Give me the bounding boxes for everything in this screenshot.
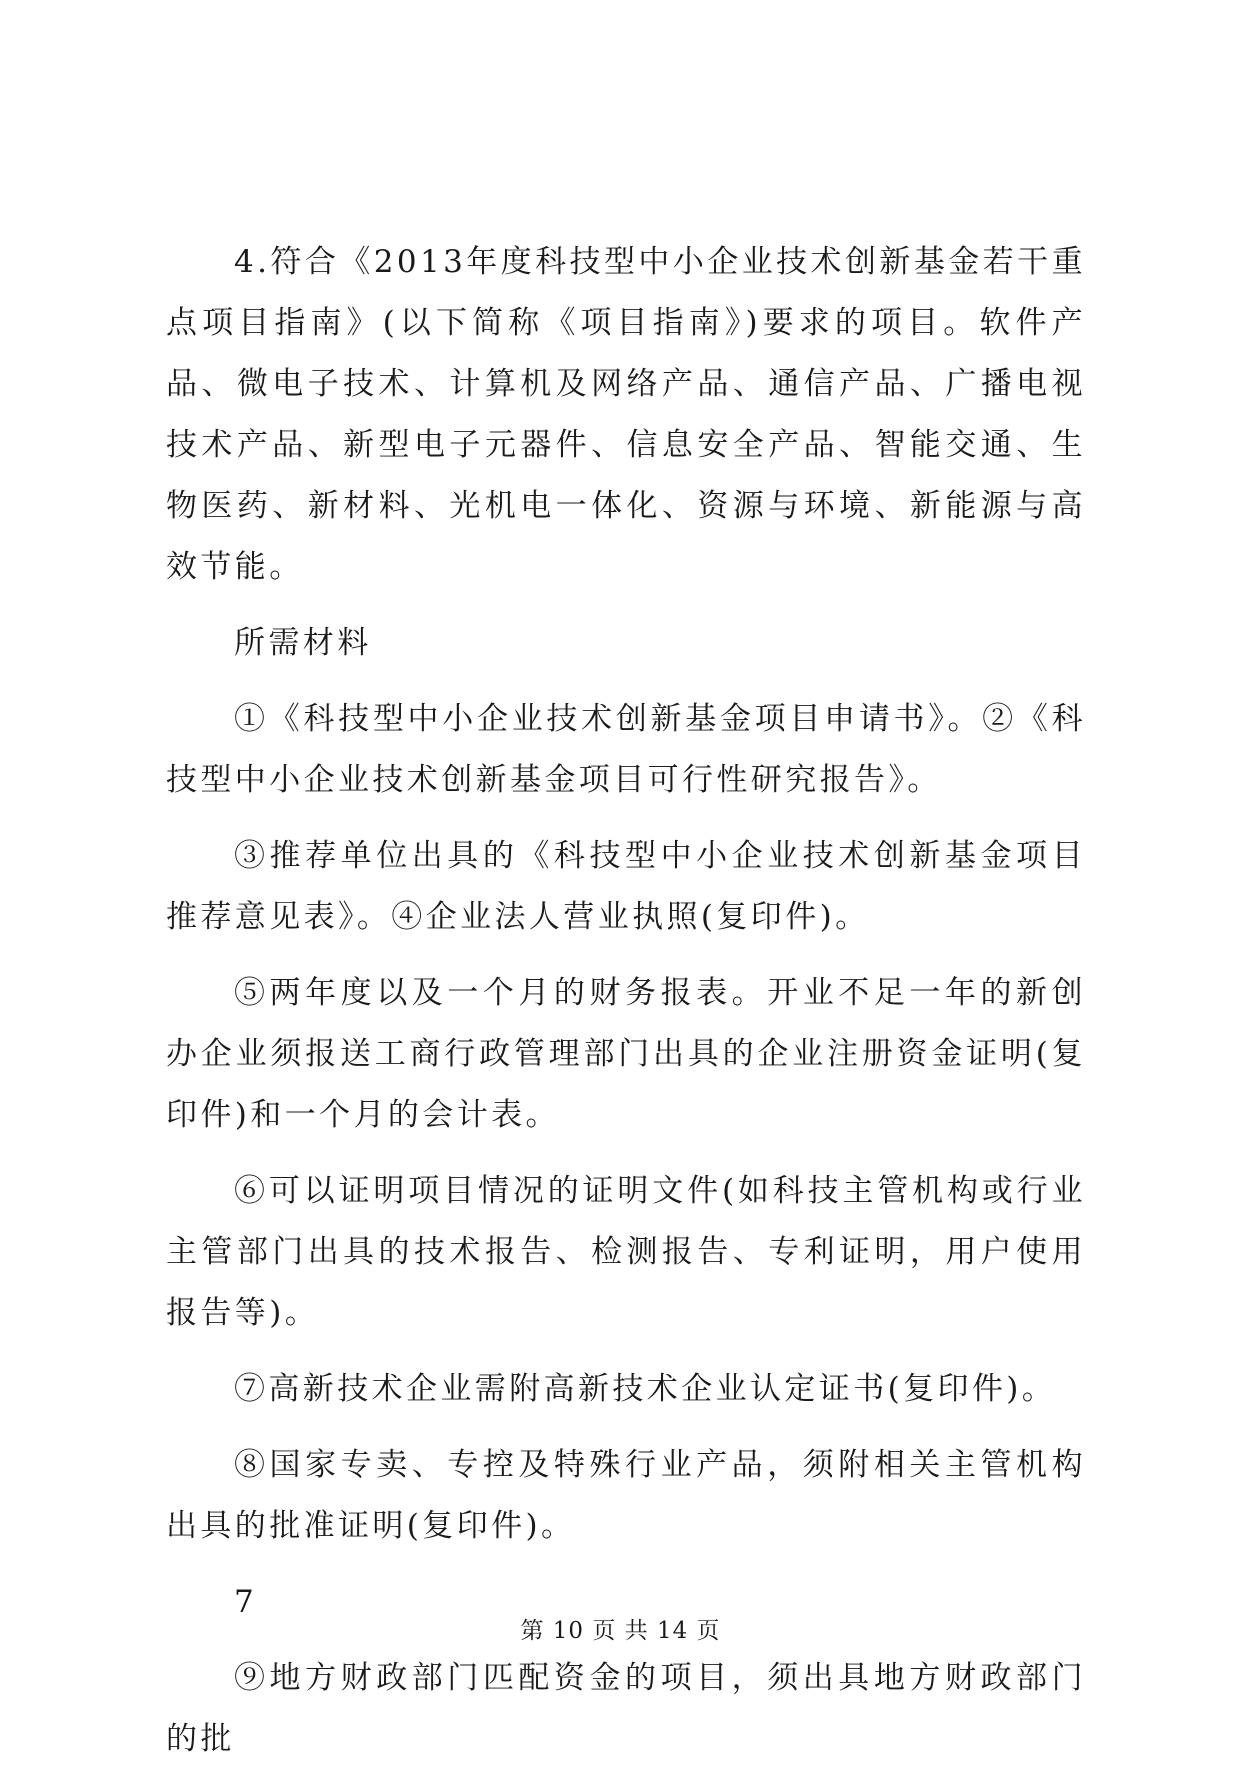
paragraph-materials-5: ⑤两年度以及一个月的财务报表。开业不足一年的新创办企业须报送工商行政管理部门出具的企业注册资金证明(复印件)和一个月的会计表。 — [166, 975, 1086, 1133]
document-body — [166, 232, 1086, 1785]
paragraph-materials-9: ⑨地方财政部门匹配资金的项目，须出具地方财政部门的批 — [166, 1660, 1086, 1757]
paragraph-materials-7: ⑦高新技术企业需附高新技术企业认定证书(复印件)。 — [234, 1371, 1057, 1407]
paragraph-materials-1-2: ①《科技型中小企业技术创新基金项目申请书》。②《科技型中小企业技术创新基金项目可行性研究报告》。 — [166, 701, 1086, 798]
paragraph-materials-6: ⑥可以证明项目情况的证明文件(如科技主管机构或行业主管部门出具的技术报告、检测报告、专利证明，用户使用报告等)。 — [166, 1173, 1086, 1331]
paragraph-project-guide: 4.符合《2013年度科技型中小企业技术创新基金若干重点项目指南》(以下简称《项目指南》)要求的项目。软件产品、微电子技术、计算机及网络产品、通信产品、广播电视技术产品、新型电子元器件、信息安全产品、智能交通、生物医药、新材料、光机电一体化、资源与环境、新能源与高效节能。 — [166, 244, 1086, 585]
paragraph-materials-3-4: ③推荐单位出具的《科技型中小企业技术创新基金项目推荐意见表》。④企业法人营业执照(复印件)。 — [166, 838, 1086, 935]
page-footer: 第 10 页 共 14 页 — [520, 1618, 721, 1644]
paragraph-materials-8: ⑧国家专卖、专控及特殊行业产品，须附相关主管机构出具的批准证明(复印件)。 — [166, 1447, 1086, 1544]
paragraph-stray-number: 7 — [234, 1584, 258, 1620]
paragraph-required-materials-heading: 所需材料 — [234, 625, 372, 661]
